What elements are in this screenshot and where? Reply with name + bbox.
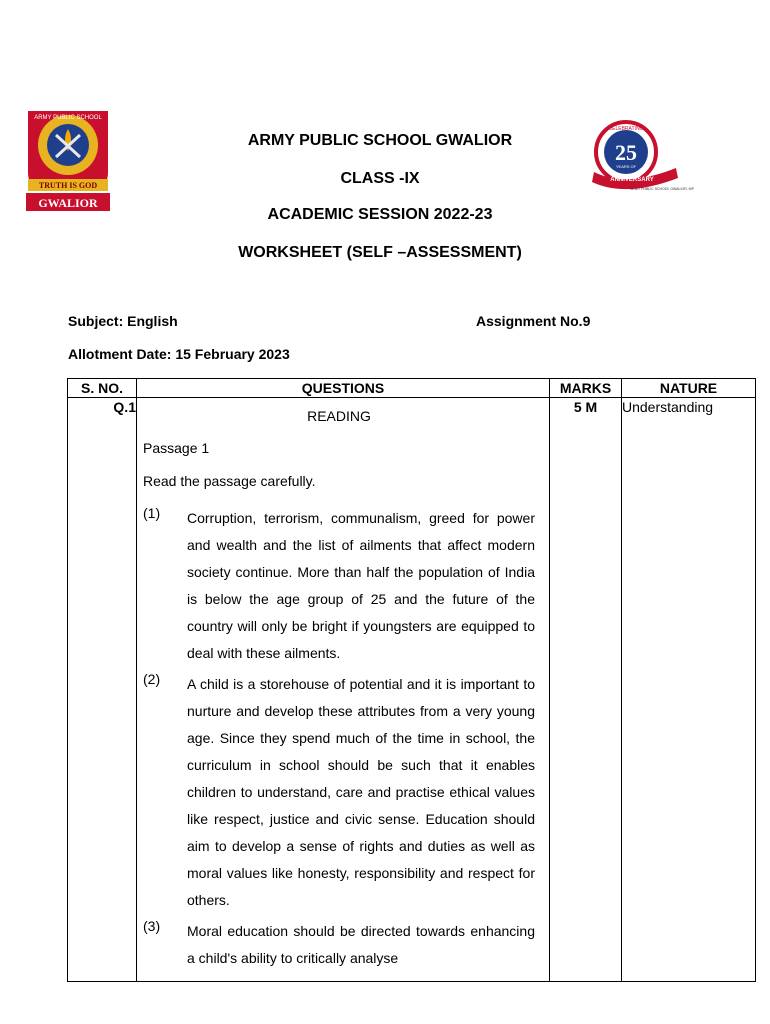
question-number: Q.1 [68,398,137,982]
paragraph-number: (2) [143,671,161,687]
svg-text:ANNIVERSARY: ANNIVERSARY [610,177,654,183]
table-row [68,398,756,982]
worksheet-heading: WORKSHEET (SELF –ASSESSMENT) [238,244,522,261]
passage-paragraph [143,671,535,914]
svg-text:ARMY PUBLIC SCHOOL: ARMY PUBLIC SCHOOL [34,115,102,121]
paragraph-text: Moral education should be directed towards enhancing a child's ability to critically analyse [187,923,535,966]
allotment-date: Allotment Date: 15 February 2023 [68,346,290,362]
worksheet-table [67,378,756,982]
paragraph-number: (3) [143,918,161,934]
subject-label: Subject: English [68,313,178,329]
svg-text:25: 25 [615,140,637,165]
table-header-row [68,379,756,398]
passage-paragraph [143,918,535,972]
paragraph-number: (1) [143,505,161,521]
header-sno: S. NO. [68,379,137,398]
svg-text:CELEBRATING: CELEBRATING [608,126,644,132]
section-title: READING [307,408,371,424]
marks-value: 5 M [550,398,622,982]
passage-paragraph [143,505,535,667]
passage-label: Passage 1 [143,440,210,456]
session-heading: ACADEMIC SESSION 2022-23 [267,206,493,223]
svg-text:TRUTH IS GOD: TRUTH IS GOD [38,181,98,190]
paragraph-text: Corruption, terrorism, communalism, greed for power and wealth and the list of ailments that affect modern society continue. More than half the population of India is below the age group of 25 and the future of the country will only be bright if youngsters are equipped to deal with these ailments. [187,510,535,661]
svg-text:GWALIOR: GWALIOR [38,196,98,210]
class-heading: CLASS -IX [340,170,420,187]
assignment-number: Assignment No.9 [476,313,591,329]
nature-value: Understanding [622,398,756,982]
header-nature: NATURE [622,379,756,398]
header-questions: QUESTIONS [137,379,550,398]
school-name-heading: ARMY PUBLIC SCHOOL GWALIOR [247,132,513,149]
question-cell [137,398,550,982]
header-marks: MARKS [550,379,622,398]
passage-instruction: Read the passage carefully. [143,473,316,489]
svg-text:ARMY PUBLIC SCHOOL GWALIOR, MP: ARMY PUBLIC SCHOOL GWALIOR, MP [630,187,694,191]
svg-text:YEARS OF: YEARS OF [615,164,637,169]
school-crest-logo [22,107,114,215]
paragraph-text: A child is a storehouse of potential and it is important to nurture and develop these attributes from a very young age. Since they spend much of the time in school, the curriculum in school should be such that it enables children to understand, care and practise ethical values like respect, justice and civic sense. Education should aim to develop a sense of rights and duties as well as moral values like honesty, responsibility and respect for others. [187,676,535,908]
